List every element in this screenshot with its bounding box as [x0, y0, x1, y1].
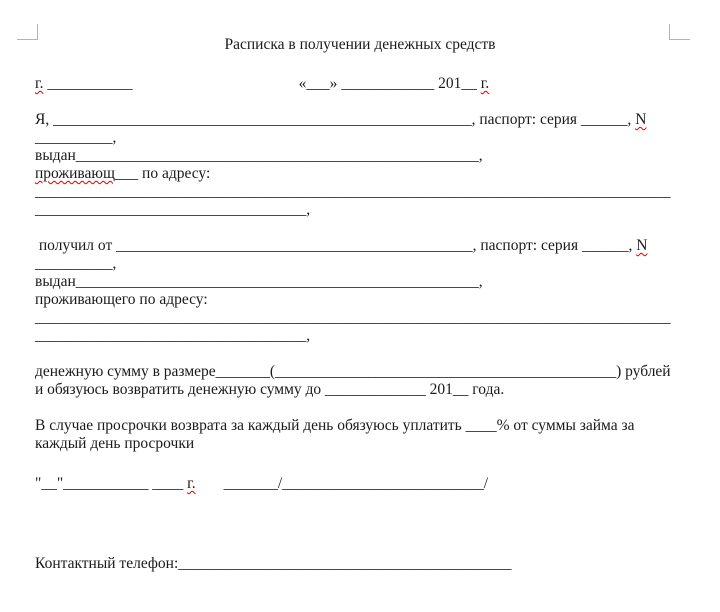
misspelled-word: г. [480, 75, 490, 92]
misspelled-word: N [635, 111, 647, 128]
text-segment: получил от ______________________________________________, паспорт: серия ______, [35, 237, 637, 254]
text-segment: ___ по адресу: [114, 165, 211, 182]
text-segment: Я, ______________________________________________________, паспорт: серия ______, [35, 111, 636, 128]
contact-phone-line [35, 555, 685, 573]
text-segment: __________, [35, 255, 117, 272]
text-segment: выдан____________________________________________________, [35, 147, 483, 164]
signature-date-line [35, 475, 685, 493]
text-segment: __________________________________________________________________________________ [35, 183, 671, 200]
misspelled-word: проживающ [35, 165, 115, 182]
text-segment: Контактный телефон:___________________________________________ [35, 555, 512, 572]
text-segment: проживающего по адресу: [35, 291, 208, 308]
borrower-address-line [35, 183, 685, 201]
penalty-line [35, 417, 685, 435]
misspelled-word: N [636, 237, 648, 254]
repayment-line [35, 381, 685, 399]
text-segment: _______/__________________________/ [223, 475, 489, 492]
text-segment: __________________________________________________________________________________ [35, 309, 671, 326]
text-segment: В случае просрочки возврата за каждый день обязуюсь уплатить ____% от суммы займа за [35, 417, 635, 434]
lender-address-continued-line [35, 327, 685, 345]
lender-name-line [35, 237, 685, 255]
text-segment: ___________ [43, 75, 133, 92]
lender-passport-issued-line [35, 273, 685, 291]
misspelled-word: г. [187, 475, 196, 492]
text-segment: "__"___________ ____ [35, 475, 188, 492]
text-segment: ___________________________________, [35, 327, 311, 344]
text-segment: выдан____________________________________________________, [35, 273, 483, 290]
city-date-line [35, 75, 685, 93]
misspelled-word: г. [35, 75, 44, 92]
borrower-passport-number-line [35, 129, 685, 147]
lender-passport-number-line [35, 255, 685, 273]
lender-address-line [35, 309, 685, 327]
borrower-residing-line [35, 165, 685, 183]
text-segment: ___________________________________, [35, 201, 311, 218]
document-title [35, 36, 685, 54]
text-segment: «___» ____________ 201__ [298, 75, 481, 92]
text-segment: каждый день просрочки [35, 435, 195, 452]
lender-residing-line [35, 291, 685, 309]
text-segment: и обязуюсь возвратить денежную сумму до _____________ 201__ года. [35, 381, 505, 398]
amount-line [35, 363, 685, 381]
borrower-address-continued-line [35, 201, 685, 219]
text-segment: __________, [35, 129, 117, 146]
borrower-name-line [35, 111, 685, 129]
borrower-passport-issued-line [35, 147, 685, 165]
text-segment: Расписка в получении денежных средств [224, 36, 496, 53]
penalty-line-continued [35, 435, 685, 453]
text-segment: денежную сумму в размере_______(____________________________________________) рублей [35, 363, 671, 380]
document-body [35, 36, 685, 573]
